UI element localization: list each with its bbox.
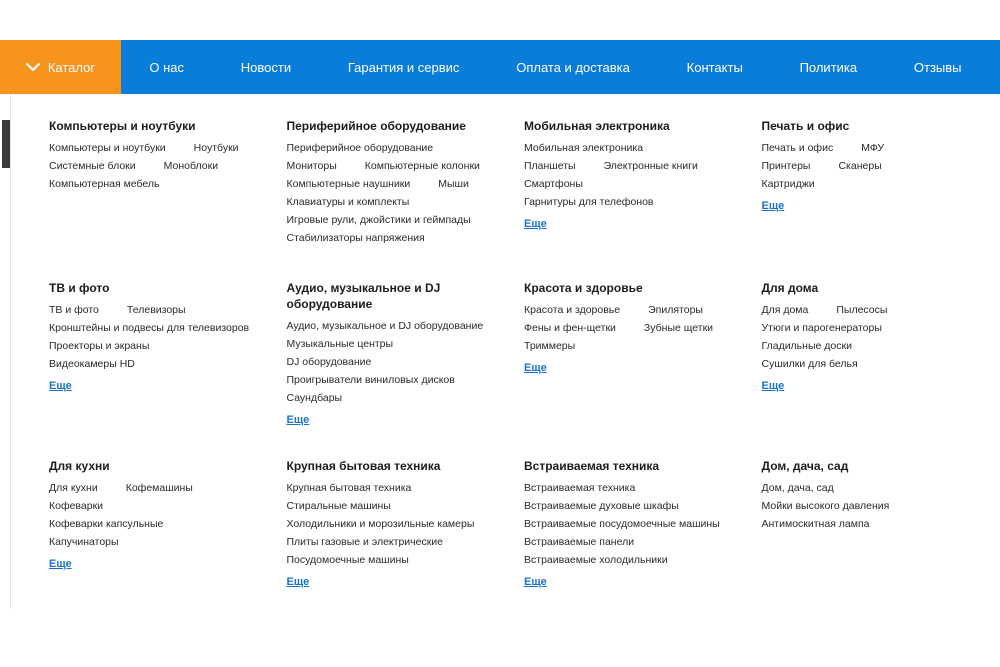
nav-news[interactable]: Новости [240, 59, 292, 75]
menu-link[interactable]: Компьютерные колонки [364, 160, 480, 172]
menu-link[interactable]: Для дома [761, 304, 809, 316]
menu-link-row [287, 196, 513, 208]
nav-about[interactable]: О нас [149, 59, 185, 75]
menu-link-row [49, 322, 275, 334]
scrollbar-thumb[interactable] [2, 120, 10, 168]
menu-link-row [287, 214, 513, 226]
menu-link[interactable]: Встраиваемая техника [524, 482, 636, 494]
menu-link[interactable]: Мойки высокого давления [761, 500, 890, 512]
nav-warranty[interactable]: Гарантия и сервис [347, 59, 460, 75]
menu-category-links [762, 142, 988, 190]
nav-items [121, 60, 1000, 75]
menu-link-row [287, 500, 513, 512]
menu-category [49, 280, 287, 428]
menu-link[interactable]: ТВ и фото [49, 304, 99, 316]
menu-link[interactable]: Компьютерные наушники [286, 178, 411, 190]
menu-link[interactable]: МФУ [861, 142, 885, 154]
menu-link-row [524, 178, 750, 190]
menu-link[interactable]: Встраиваемые духовые шкафы [524, 500, 679, 512]
menu-link[interactable]: Триммеры [524, 340, 576, 352]
menu-link[interactable]: Системные блоки [49, 160, 136, 172]
menu-link-row [762, 160, 988, 172]
menu-link[interactable]: Мобильная электроника [524, 142, 644, 154]
menu-link-row [49, 500, 275, 512]
menu-link[interactable]: Ноутбуки [193, 142, 239, 154]
menu-link[interactable]: Кофеварки капсульные [49, 518, 164, 530]
menu-category [524, 458, 762, 590]
menu-link-row [762, 358, 988, 370]
menu-category-links [49, 142, 275, 190]
menu-link[interactable]: Смартфоны [524, 178, 583, 190]
menu-link-row [49, 518, 275, 530]
menu-link[interactable]: Телевизоры [126, 304, 186, 316]
menu-link-row [49, 304, 275, 316]
menu-category-title[interactable]: Для кухни [49, 459, 110, 473]
more-link[interactable]: Еще [524, 362, 547, 374]
menu-link[interactable]: Встраиваемые посудомоечные машины [524, 518, 720, 530]
menu-link-row [762, 304, 988, 316]
menu-link[interactable]: Сканеры [838, 160, 882, 172]
menu-link[interactable]: Встраиваемые холодильники [524, 554, 668, 566]
menu-link-row [524, 142, 750, 154]
nav-policy[interactable]: Политика [799, 59, 858, 75]
menu-link[interactable]: Дом, дача, сад [761, 482, 834, 494]
menu-category [762, 280, 1000, 428]
menu-link-row [524, 500, 750, 512]
more-link[interactable]: Еще [49, 558, 72, 570]
chevron-down-icon [26, 62, 40, 72]
more-link[interactable]: Еще [761, 380, 785, 392]
menu-category-links [762, 482, 988, 530]
menu-link[interactable]: Встраиваемые панели [524, 536, 635, 548]
more-link[interactable]: Еще [286, 414, 310, 426]
menu-category-links [524, 142, 750, 208]
menu-link[interactable]: Крупная бытовая техника [286, 482, 412, 494]
menu-link[interactable]: Эпиляторы [648, 304, 703, 316]
menu-category [287, 280, 525, 428]
menu-link[interactable]: Красота и здоровье [524, 304, 621, 316]
menu-link-row [287, 482, 513, 494]
menu-category-title[interactable]: Мобильная электроника [524, 119, 670, 133]
menu-link-row [49, 536, 275, 548]
menu-category [524, 280, 762, 428]
menu-link[interactable]: Проекторы и экраны [49, 340, 150, 352]
nav-reviews[interactable]: Отзывы [913, 59, 962, 75]
menu-link[interactable]: Гарнитуры для телефонов [524, 196, 654, 208]
menu-link[interactable]: Посудомоечные машины [286, 554, 409, 566]
menu-link[interactable]: Стабилизаторы напряжения [286, 232, 425, 244]
menu-link[interactable]: Кофеварки [49, 500, 104, 512]
menu-link[interactable]: Плиты газовые и электрические [286, 536, 444, 548]
menu-link-row [287, 518, 513, 530]
menu-link[interactable]: Мониторы [286, 160, 337, 172]
more-link[interactable]: Еще [761, 200, 785, 212]
menu-link[interactable]: Игровые рули, джойстики и геймпады [286, 214, 471, 226]
menu-category [287, 458, 525, 590]
menu-link-row [287, 178, 513, 190]
menu-link[interactable]: Фены и фен-щетки [524, 322, 616, 334]
menu-category-links [524, 482, 750, 566]
menu-link[interactable]: Саундбары [286, 392, 343, 404]
menu-link-row [49, 178, 275, 190]
menu-category-title[interactable]: Крупная бытовая техника [286, 459, 441, 473]
menu-link-row [49, 358, 275, 370]
menu-link[interactable]: Для кухни [49, 482, 98, 494]
menu-link[interactable]: Электронные книги [603, 160, 698, 172]
more-link[interactable]: Еще [49, 380, 72, 392]
menu-category-links [287, 142, 513, 244]
menu-link[interactable]: Сушилки для белья [761, 358, 858, 370]
menu-link-row [287, 356, 513, 368]
menu-link[interactable]: Музыкальные центры [286, 338, 394, 350]
menu-link[interactable]: Утюги и парогенераторы [761, 322, 882, 334]
menu-category [49, 458, 287, 590]
menu-link-row [49, 482, 275, 494]
menu-link[interactable]: Периферийное оборудование [286, 142, 434, 154]
menu-link-row [524, 536, 750, 548]
menu-category-title[interactable]: Для дома [761, 281, 819, 295]
menu-link[interactable]: Компьютеры и ноутбуки [49, 142, 166, 154]
menu-category-title[interactable]: Аудио, музыкальное и DJ оборудование [286, 281, 441, 311]
menu-link-row [287, 374, 513, 386]
menu-link-row [287, 392, 513, 404]
menu-link[interactable]: Пылесосы [836, 304, 888, 316]
menu-link[interactable]: Кофемашины [125, 482, 193, 494]
menu-link[interactable]: Моноблоки [163, 160, 219, 172]
menu-category-title[interactable]: Дом, дача, сад [761, 459, 849, 473]
menu-link[interactable]: Антимоскитная лампа [761, 518, 870, 530]
menu-link-row [287, 338, 513, 350]
menu-category [287, 94, 525, 250]
menu-link-row [287, 320, 513, 332]
more-link[interactable]: Еще [524, 218, 547, 230]
menu-link[interactable]: Кронштейны и подвесы для телевизоров [49, 322, 250, 334]
menu-link[interactable]: Клавиатуры и комплекты [286, 196, 410, 208]
menu-link-row [762, 178, 988, 190]
menu-link-row [287, 232, 513, 244]
top-navbar [0, 40, 1000, 94]
menu-link-row [524, 322, 750, 334]
menu-link[interactable]: Картриджи [761, 178, 815, 190]
menu-category [762, 94, 1000, 250]
menu-link-row [762, 142, 988, 154]
menu-category-links [524, 304, 750, 352]
more-link[interactable]: Еще [286, 576, 310, 588]
row-spacer [49, 428, 999, 458]
menu-category-title[interactable]: Периферийное оборудование [286, 119, 466, 133]
menu-link-row [49, 160, 275, 172]
menu-link-row [524, 304, 750, 316]
menu-link[interactable]: Принтеры [761, 160, 811, 172]
menu-link[interactable]: DJ оборудование [286, 356, 372, 368]
menu-link-row [762, 340, 988, 352]
menu-link-row [762, 518, 988, 530]
menu-link-row [287, 554, 513, 566]
menu-link-row [524, 196, 750, 208]
left-sidebar-edge [0, 94, 11, 609]
menu-link[interactable]: Гладильные доски [761, 340, 852, 352]
menu-category [762, 458, 1000, 590]
menu-link[interactable]: Мыши [438, 178, 469, 190]
menu-category-title[interactable]: Встраиваемая техника [524, 459, 660, 473]
menu-link-row [49, 340, 275, 352]
more-link[interactable]: Еще [524, 576, 547, 588]
menu-category-links [287, 320, 513, 404]
menu-category-title[interactable]: Компьютеры и ноутбуки [49, 119, 196, 133]
menu-category-title[interactable]: Красота и здоровье [524, 281, 643, 295]
menu-category-links [762, 304, 988, 370]
menu-link[interactable]: Планшеты [524, 160, 576, 172]
menu-link[interactable]: Стиральные машины [286, 500, 391, 512]
menu-link-row [49, 142, 275, 154]
menu-link-row [762, 482, 988, 494]
menu-link[interactable]: Холодильники и морозильные камеры [286, 518, 475, 530]
menu-link-row [287, 160, 513, 172]
nav-contacts[interactable]: Контакты [686, 59, 743, 75]
menu-category [524, 94, 762, 250]
menu-link[interactable]: Печать и офис [761, 142, 834, 154]
menu-category-links [287, 482, 513, 566]
catalog-dropdown [49, 94, 999, 590]
menu-category-links [49, 304, 275, 370]
menu-link-row [762, 500, 988, 512]
menu-link-row [287, 142, 513, 154]
menu-category-title[interactable]: Печать и офис [761, 119, 850, 133]
menu-category [49, 94, 287, 250]
catalog-button[interactable] [0, 40, 121, 94]
menu-link[interactable]: Аудио, музыкальное и DJ оборудование [286, 320, 484, 332]
menu-category-links [49, 482, 275, 548]
menu-link[interactable]: Видеокамеры HD [49, 358, 135, 370]
nav-payment-delivery[interactable]: Оплата и доставка [516, 59, 630, 75]
menu-link-row [524, 554, 750, 566]
menu-link-row [524, 518, 750, 530]
menu-link-row [524, 482, 750, 494]
menu-link[interactable]: Компьютерная мебель [49, 178, 160, 190]
menu-link-row [524, 160, 750, 172]
menu-link-row [524, 340, 750, 352]
menu-link-row [762, 322, 988, 334]
menu-category-title[interactable]: ТВ и фото [49, 281, 110, 295]
menu-link[interactable]: Капучинаторы [49, 536, 119, 548]
menu-link-row [287, 536, 513, 548]
catalog-label: Каталог [47, 59, 96, 75]
row-spacer [49, 250, 999, 280]
menu-link[interactable]: Зубные щетки [643, 322, 714, 334]
menu-link[interactable]: Проигрыватели виниловых дисков [286, 374, 455, 386]
